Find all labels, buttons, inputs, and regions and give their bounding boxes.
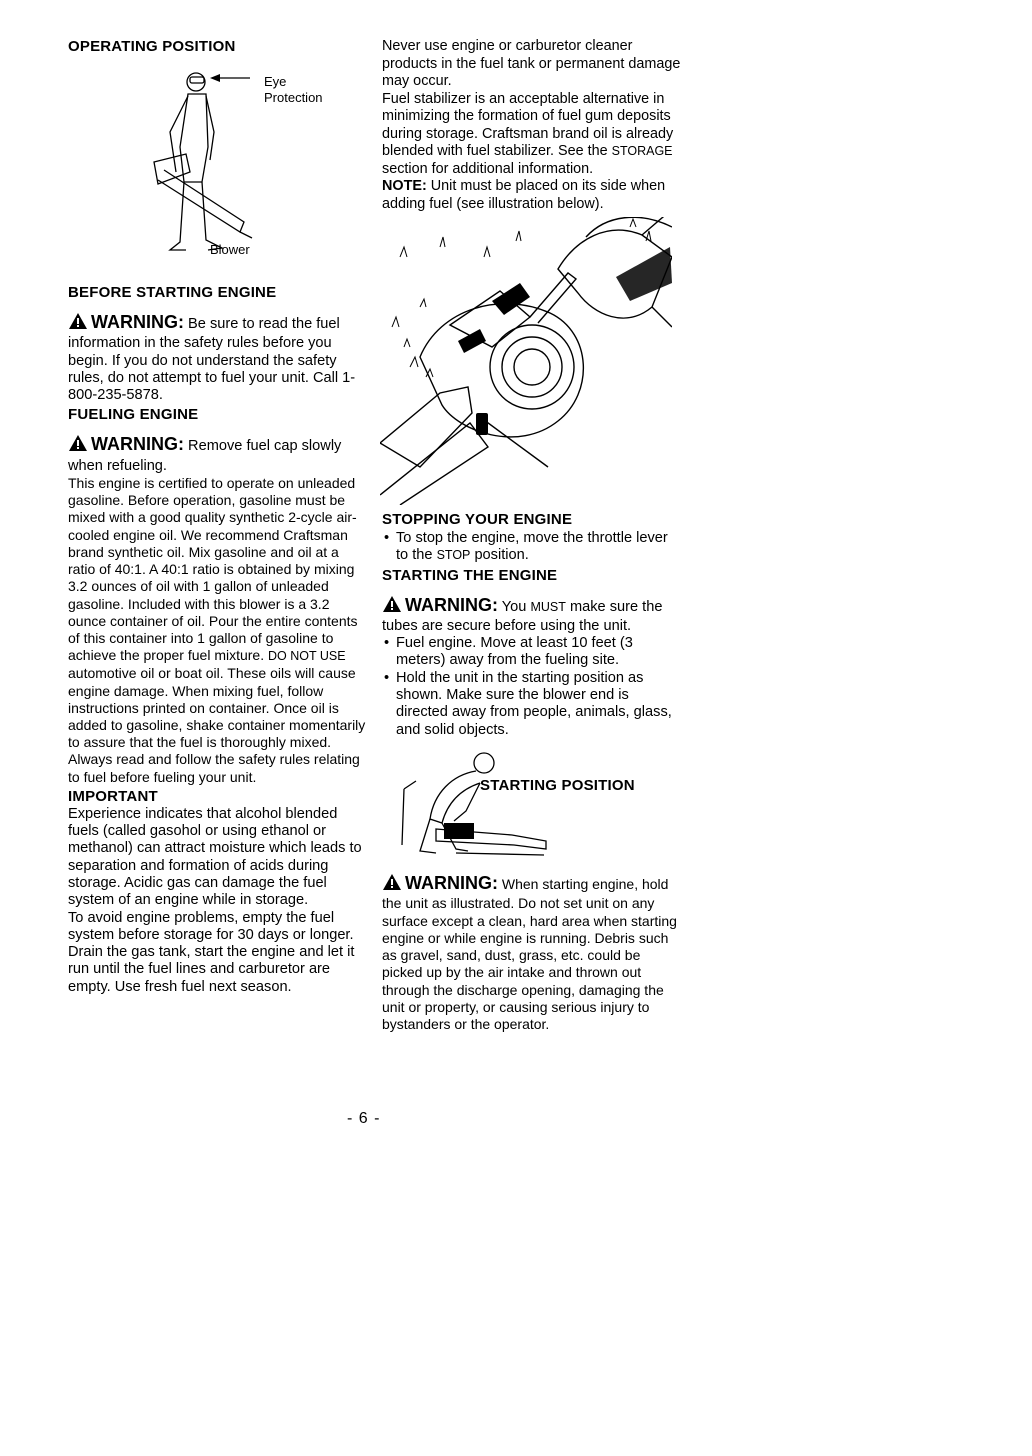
never-use-cleaner-paragraph: Never use engine or carburetor cleaner products in the fuel tank or permanent damage may occur.: [382, 38, 681, 89]
warning-fuel-info: WARNING: Be sure to read the fuel information in the safety rules before you begin. If you do not understand the safety rules, do not attempt to fuel your unit. Call 1-800-235-5878.: [68, 312, 356, 404]
operating-position-figure: [68, 56, 368, 264]
warning-when-starting: WARNING: When starting engine, hold the unit as illustrated. Do not set unit on any surface except a clean, hard area when starting engine or while engine is running. Debris such as gravel, sand, dust, grass, etc. could be picked up by the air intake and thrown out through the discharge opening, damaging the unit or property, or causing serious injury to bystanders or the operator.: [382, 872, 677, 1033]
warning-triangle-icon: [68, 312, 88, 335]
page-number: - 6 -: [347, 1110, 381, 1127]
fueling-illustration: [380, 217, 672, 505]
fuel-engine-bullet: • Fuel engine. Move at least 10 feet (3 meters) away from the fueling site.: [382, 635, 682, 670]
blower-label: Blower: [210, 242, 250, 257]
warning-tubes-secure: WARNING: You MUST make sure the tubes are secure before using the unit.: [382, 594, 663, 634]
hold-unit-bullet: • Hold the unit in the starting position as shown. Make sure the blower end is directed away from people, animals, glass, and solid objects.: [382, 670, 682, 739]
fueling-engine-heading: FUELING ENGINE: [68, 406, 199, 424]
before-starting-heading: BEFORE STARTING ENGINE: [68, 284, 277, 301]
operating-position-heading: OPERATING POSITION: [68, 38, 236, 55]
left-column: [68, 38, 368, 996]
important-paragraph: Experience indicates that alcohol blended fuels (called gasohol or using ethanol or methanol) can attract moisture which leads to separation and formation of acids during storage. Acidic gas can damage the fuel system of an engine while in storage.: [68, 805, 362, 909]
starting-position-illustration: [396, 749, 556, 861]
stopping-engine-heading: STOPPING YOUR ENGINE: [382, 511, 573, 528]
note-paragraph: NOTE: Unit must be placed on its side when adding fuel (see illustration below).: [382, 178, 666, 212]
starting-position-figure: [382, 745, 682, 863]
warning-triangle-icon: [68, 434, 88, 457]
starting-engine-heading: STARTING THE ENGINE: [382, 566, 558, 584]
starting-position-label: STARTING POSITION: [480, 776, 635, 794]
important-heading: IMPORTANT: [68, 787, 158, 805]
pointer-arrow-icon: [210, 72, 250, 84]
warning-triangle-icon: [382, 873, 402, 895]
right-column: [382, 38, 682, 1034]
fuel-stabilizer-paragraph: Fuel stabilizer is an acceptable alternative in minimizing the formation of fuel gum deposits during storage. Craftsman brand oil is already blended with fuel stabilizer. See the STORAGE section for additional information.: [382, 90, 674, 177]
fuel-mixing-paragraph: This engine is certified to operate on unleaded gasoline. Before operation, gasoline must be mixed with a good quality synthetic 2-cycle air-cooled engine oil. We recommend Craftsman brand synthetic oil. Mix gasoline and oil at a ratio of 40:1. A 40:1 ratio is obtained by mixing 3.2 ounces of oil with 1 gallon of unleaded gasoline. Included with this blower is a 3.2 ounce container of oil. Pour the entire contents of this container into 1 gallon of gasoline to achieve the proper fuel mixture. DO NOT USE automotive oil or boat oil. These oils will cause engine damage. When mixing fuel, follow instructions printed on container. Once oil is added to gasoline, shake container momentarily to assure that the fuel is thoroughly mixed. Always read and follow the safety rules relating to fuel before fueling your unit.: [68, 475, 366, 785]
operator-illustration: [140, 62, 260, 262]
stop-engine-bullet: • To stop the engine, move the throttle lever to the STOP position.: [382, 530, 682, 565]
warning-triangle-icon: [382, 595, 402, 618]
eye-protection-label: Eye Protection: [264, 74, 323, 105]
avoid-engine-problems-paragraph: To avoid engine problems, empty the fuel system before storage for 30 days or longer. Drain the gas tank, start the engine and let it run until the fuel lines and carburetor are empty. Use fresh fuel next season.: [68, 909, 355, 995]
warning-remove-fuel-cap: WARNING: Remove fuel cap slowly when refueling.: [68, 434, 342, 474]
